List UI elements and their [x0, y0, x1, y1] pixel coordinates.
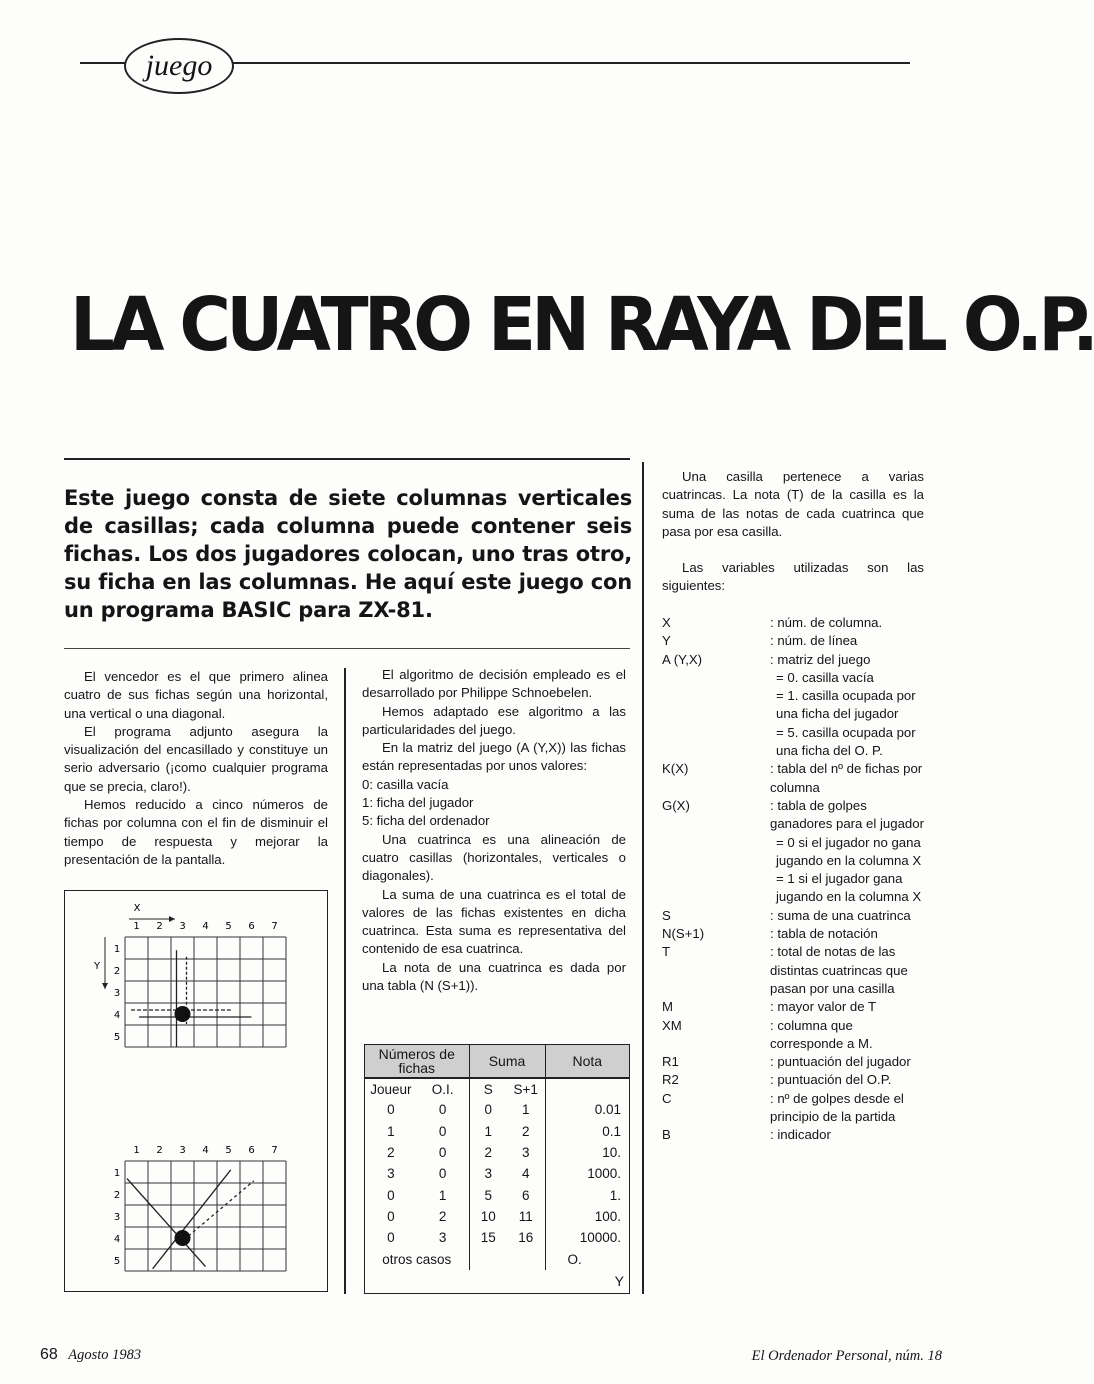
- cell-s-plus-1: 2: [521, 1123, 530, 1139]
- variable-description: = 1. casilla ocupada por una ficha del jugador: [776, 688, 916, 722]
- subheader-s-plus-1: S+1: [513, 1081, 538, 1097]
- variable-name: B: [662, 1127, 671, 1143]
- subheader-s: S: [483, 1081, 493, 1097]
- page-number: 68: [40, 1346, 58, 1363]
- cell-s: 3: [484, 1166, 492, 1182]
- column-number-label: 2: [156, 921, 163, 932]
- variable-description: : puntuación del jugador: [770, 1054, 911, 1070]
- variable-description: = 0 si el jugador no gana jugando en la columna X: [776, 834, 922, 868]
- cell-nota: 10000.: [579, 1230, 621, 1246]
- variable-name: T: [662, 944, 671, 960]
- axis-y-label: Y: [93, 961, 101, 972]
- paragraph: Una casilla pertenece a varias cuatrincas. La nota (T) de la casilla es la suma de las notas de cada cuatrinca que pasa por esa casilla.: [662, 469, 924, 539]
- cell-nota: 1000.: [587, 1166, 621, 1182]
- cell-joueur: 0: [387, 1187, 395, 1203]
- cell-nota: 100.: [594, 1208, 621, 1224]
- cell-suma: [469, 1121, 545, 1142]
- column-number-label: 7: [271, 1145, 278, 1156]
- cell-oi: 0: [438, 1123, 447, 1139]
- cell-fichas: [365, 1121, 469, 1142]
- board-diagram: [64, 890, 328, 1292]
- cell-s-plus-1: 11: [518, 1208, 533, 1224]
- cell-fichas: [365, 1142, 469, 1163]
- variable-row: [662, 943, 926, 998]
- variable-row: [662, 632, 926, 650]
- cell-s-plus-1: 4: [521, 1166, 530, 1182]
- cell-joueur: 2: [387, 1145, 395, 1161]
- cell-oi: 3: [438, 1230, 447, 1246]
- cell-fichas: [365, 1099, 469, 1120]
- variable-row: [662, 998, 926, 1016]
- cell-suma: [469, 1163, 545, 1184]
- column-number-label: 5: [225, 1145, 232, 1156]
- variable-description: : tabla de golpes ganadores para el jugador: [770, 797, 924, 832]
- column-number-label: 5: [225, 921, 232, 932]
- table-row: [365, 1142, 629, 1163]
- header-nota: Nota: [545, 1045, 629, 1078]
- body-column-2: [362, 666, 626, 995]
- variable-name: K(X): [662, 761, 689, 777]
- table-row-otros: [365, 1248, 629, 1269]
- x-axis-arrowhead: [169, 916, 175, 922]
- column-number-label: 3: [179, 921, 186, 932]
- variable-description: = 1 si el jugador gana jugando en la columna X: [776, 871, 922, 905]
- variable-description: : puntuación del O.P.: [770, 1072, 892, 1088]
- table-corner-mark: Y: [614, 1273, 624, 1289]
- article-lead: Este juego consta de siete columnas verticales de casillas; cada columna puede contener seis fichas. Los dos jugadores colocan, uno tras otro, su ficha en las columnas. He aquí este juego con un programa BASIC para ZX-81.: [64, 486, 632, 622]
- cell-fichas: [365, 1184, 469, 1205]
- paragraph: El algoritmo de decisión empleado es el desarrollado por Philippe Schnoebelen.: [362, 667, 626, 701]
- variable-row: [662, 760, 926, 797]
- row-number-label: 4: [113, 1234, 121, 1245]
- variable-description: : núm. de columna.: [770, 615, 883, 630]
- variable-row: [662, 907, 926, 925]
- paragraph: El programa adjunto asegura la visualización del encasillado y constituye un serio adversario (¡como cualquier programa que se precia, claro!).: [64, 723, 328, 794]
- variable-row: [662, 925, 926, 943]
- cell-s-plus-1: 16: [518, 1230, 534, 1246]
- cell-oi: 1: [438, 1187, 447, 1203]
- cell-otros-nota: O.: [567, 1251, 582, 1267]
- board-diagram-svg: [65, 891, 329, 1293]
- lead-top-rule: [64, 458, 630, 460]
- cell-nota: 10.: [602, 1145, 621, 1161]
- notation-table: [364, 1044, 630, 1294]
- paragraph: Hemos reducido a cinco números de fichas por columna con el fin de disminuir el tiempo de respuesta y mejorar la presentación de la pantalla.: [64, 797, 328, 867]
- cell-oi: 0: [438, 1102, 447, 1118]
- variable-row: [662, 1126, 926, 1144]
- variable-name: N(S+1): [662, 926, 705, 942]
- subheader-fichas: [365, 1078, 469, 1099]
- variable-name: R1: [662, 1054, 679, 1070]
- paragraph: Hemos adaptado ese algoritmo a las particularidades del juego.: [362, 703, 626, 737]
- variable-name: XM: [662, 1017, 682, 1033]
- paragraph: La suma de una cuatrinca es el total de valores de las fichas existentes en dicha cuatrinca. Esta suma es representativa del contenido de esa cuatrinca.: [362, 886, 626, 957]
- variable-name: [662, 724, 770, 761]
- variable-name: G(X): [662, 797, 690, 813]
- subheader-joueur: Joueur: [370, 1081, 412, 1097]
- column-number-label: 4: [202, 921, 209, 932]
- cell-s: 2: [484, 1145, 492, 1161]
- lead-bottom-rule: [64, 648, 630, 649]
- alignment-line: [153, 1170, 231, 1269]
- variable-description: : núm. de línea: [770, 633, 858, 649]
- table-subheader-row: [365, 1078, 629, 1099]
- variable-row: [662, 797, 926, 834]
- cell-joueur: 0: [387, 1230, 395, 1246]
- value-item: 0: casilla vacía: [362, 776, 449, 792]
- row-number-label: 2: [113, 1190, 121, 1201]
- variable-description: : nº de golpes desde el principio de la partida: [770, 1090, 904, 1125]
- section-tag: juego: [124, 38, 234, 94]
- variable-description: : matriz del juego: [770, 651, 871, 667]
- variable-name: [662, 669, 770, 687]
- variable-description: : suma de una cuatrinca: [770, 907, 911, 923]
- column-number-label: 7: [271, 921, 278, 932]
- variable-description: = 5. casilla ocupada por una ficha del O. P.: [776, 724, 916, 759]
- cell-s-plus-1: 3: [521, 1145, 530, 1161]
- variable-row: [662, 669, 926, 687]
- table-row: [365, 1163, 629, 1184]
- value-item: 5: ficha del ordenador: [362, 813, 490, 829]
- header-fichas: Números de fichas: [365, 1045, 469, 1078]
- footer-left: [40, 1346, 141, 1364]
- cell-oi: 0: [438, 1145, 447, 1161]
- cell-suma: [469, 1206, 545, 1227]
- variable-description: : mayor valor de T: [770, 999, 877, 1015]
- cell-fichas: [365, 1163, 469, 1184]
- variable-name: R2: [662, 1072, 679, 1088]
- variable-description: : indicador: [770, 1127, 831, 1143]
- row-number-label: 5: [113, 1032, 121, 1043]
- subheader-oi: O.I.: [431, 1081, 454, 1097]
- variable-row: [662, 614, 926, 632]
- cell-s: 10: [480, 1208, 496, 1224]
- cell-s-plus-1: 6: [521, 1187, 530, 1203]
- variable-row: [662, 1071, 926, 1089]
- variable-row: [662, 1017, 926, 1054]
- variable-name: [662, 687, 770, 724]
- column-number-label: 3: [179, 1145, 186, 1156]
- column-divider-1: [344, 668, 346, 1294]
- table-row: [365, 1206, 629, 1227]
- row-number-label: 5: [113, 1256, 121, 1267]
- body-column-1: [64, 668, 328, 869]
- cell-fichas: [365, 1206, 469, 1227]
- column-divider-2: [642, 462, 644, 1294]
- subheader-suma: [469, 1078, 545, 1099]
- cell-otros: otros casos: [365, 1248, 469, 1269]
- cell-nota: 0.1: [602, 1123, 621, 1139]
- cell-fichas: [365, 1227, 469, 1248]
- y-axis-arrowhead: [102, 983, 108, 989]
- row-number-label: 2: [113, 966, 121, 977]
- paragraph: La nota de una cuatrinca es dada por una tabla (N (S+1)).: [362, 959, 626, 994]
- article-title: LA CUATRO EN RAYA DEL O.P.: [70, 282, 1094, 368]
- variable-name: M: [662, 999, 673, 1015]
- variable-name: Y: [662, 633, 671, 649]
- column-number-label: 6: [248, 1145, 255, 1156]
- table-row: [365, 1227, 629, 1248]
- variable-name: S: [662, 907, 671, 923]
- cell-suma: [469, 1099, 545, 1120]
- value-item: 1: ficha del jugador: [362, 795, 474, 811]
- cell-s: 15: [480, 1230, 496, 1246]
- row-number-label: 3: [113, 1212, 121, 1223]
- game-token: [175, 1006, 191, 1022]
- paragraph: El vencedor es el que primero alinea cuatro de sus fichas según una horizontal, una vertical o una diagonal.: [64, 669, 328, 721]
- cell-joueur: 0: [387, 1102, 395, 1118]
- variable-list: [662, 614, 926, 1145]
- body-column-3: [662, 468, 924, 596]
- row-number-label: 4: [113, 1010, 121, 1021]
- subheader-nota: [545, 1078, 629, 1099]
- table-row: [365, 1184, 629, 1205]
- variable-row: [662, 834, 926, 871]
- variable-name: A (Y,X): [662, 651, 703, 667]
- paragraph: En la matriz del juego (A (Y,X)) las fichas están representadas por unos valores:: [362, 740, 626, 774]
- column-number-label: 2: [156, 1145, 163, 1156]
- column-number-label: 1: [133, 1145, 140, 1156]
- row-number-label: 1: [113, 944, 121, 955]
- variable-name: C: [662, 1090, 672, 1106]
- column-number-label: 1: [133, 921, 140, 932]
- cell-joueur: 3: [387, 1166, 395, 1182]
- paragraph: Una cuatrinca es una alineación de cuatro casillas (horizontales, verticales o diagonales).: [362, 831, 626, 884]
- cell-oi: 0: [438, 1166, 447, 1182]
- cell-s: 1: [484, 1123, 492, 1139]
- column-number-label: 4: [202, 1145, 209, 1156]
- cell-joueur: 1: [387, 1123, 395, 1139]
- cell-joueur: 0: [387, 1208, 395, 1224]
- cell-empty: [469, 1248, 545, 1269]
- table-row: [365, 1121, 629, 1142]
- variable-row: [662, 1090, 926, 1127]
- alignment-line: [189, 1181, 254, 1236]
- cell-oi: 2: [438, 1208, 447, 1224]
- variable-name: [662, 834, 770, 871]
- cell-nota: 1.: [609, 1187, 621, 1203]
- row-number-label: 3: [113, 988, 121, 999]
- variable-row: [662, 651, 926, 669]
- variable-row: [662, 1053, 926, 1071]
- row-number-label: 1: [113, 1168, 121, 1179]
- magazine-name: El Ordenador Personal, núm. 18: [751, 1348, 942, 1364]
- column-number-label: 6: [248, 921, 255, 932]
- table-row: [365, 1099, 629, 1120]
- variable-description: : columna que corresponde a M.: [770, 1017, 873, 1051]
- cell-nota: 0.01: [594, 1102, 621, 1118]
- cell-s-plus-1: 1: [521, 1102, 530, 1118]
- variable-description: : tabla del nº de fichas por columna: [770, 761, 923, 795]
- header-suma: Suma: [469, 1045, 545, 1078]
- variable-name: X: [662, 615, 671, 630]
- cell-s: 5: [484, 1187, 492, 1203]
- variable-name: [662, 870, 770, 907]
- cell-suma: [469, 1184, 545, 1205]
- cell-s: 0: [484, 1102, 492, 1118]
- variable-row: [662, 687, 926, 724]
- variable-description: = 0. casilla vacía: [776, 669, 874, 685]
- cell-suma: [469, 1227, 545, 1248]
- variable-description: : tabla de notación: [770, 926, 878, 942]
- variable-row: [662, 724, 926, 761]
- variable-description: : total de notas de las distintas cuatrincas que pasan por una casilla: [770, 944, 908, 996]
- axis-x-label: X: [133, 903, 141, 914]
- issue-date: Agosto 1983: [68, 1347, 142, 1363]
- paragraph: Las variables utilizadas son las siguientes:: [662, 560, 924, 594]
- variable-row: [662, 870, 926, 907]
- cell-suma: [469, 1142, 545, 1163]
- game-token: [175, 1230, 191, 1246]
